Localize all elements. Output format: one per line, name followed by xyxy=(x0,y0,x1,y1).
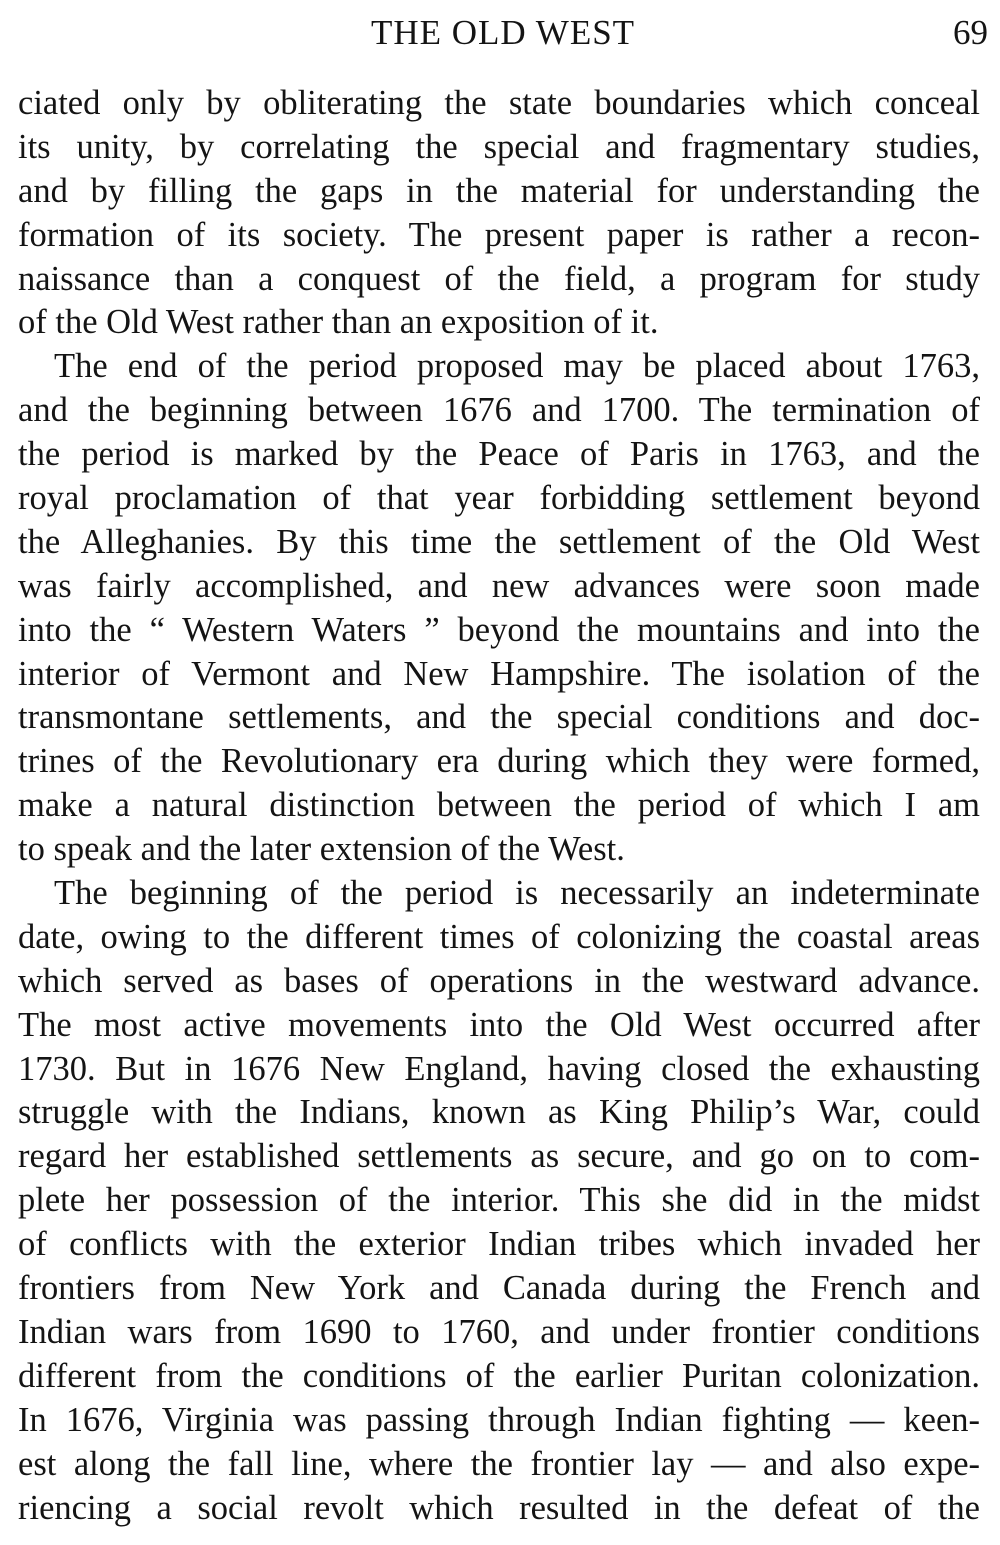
text-line: In 1676, Virginia was passing through Indian fighting — keen- xyxy=(18,1400,980,1439)
page-number: 69 xyxy=(953,13,988,52)
text-line: 1730. But in 1676 New England, having closed the exhausting xyxy=(18,1049,980,1088)
text-line: of conflicts with the exterior Indian tribes which invaded her xyxy=(18,1225,980,1264)
running-title: THE OLD WEST xyxy=(370,13,636,52)
text-line: its unity, by correlating the special and fragmentary studies, xyxy=(18,127,980,166)
text-line: of the Old West rather than an exposition of it. xyxy=(18,303,659,342)
text-line: riencing a social revolt which resulted in the defeat of the xyxy=(18,1488,980,1527)
text-line: which served as bases of operations in the westward advance. xyxy=(18,961,980,1000)
text-line: the period is marked by the Peace of Paris in 1763, and the xyxy=(18,435,980,474)
text-line: The beginning of the period is necessarily an indeterminate xyxy=(54,874,980,913)
text-line: date, owing to the different times of colonizing the coastal areas xyxy=(18,917,980,956)
text-line: transmontane settlements, and the special conditions and doc- xyxy=(18,698,980,737)
text-line: est along the fall line, where the frontier lay — and also expe- xyxy=(18,1444,980,1483)
text-line: The most active movements into the Old West occurred after xyxy=(18,1005,980,1044)
text-line: plete her possession of the interior. This she did in the midst xyxy=(18,1181,980,1220)
paragraph xyxy=(18,872,980,1530)
text-line: different from the conditions of the earlier Puritan colonization. xyxy=(18,1356,980,1395)
text-line: and the beginning between 1676 and 1700. The termination of xyxy=(18,391,980,430)
running-head xyxy=(18,8,988,58)
text-line: ciated only by obliterating the state boundaries which conceal xyxy=(18,84,980,122)
text-line: frontiers from New York and Canada during the French and xyxy=(18,1269,980,1308)
text-line: The end of the period proposed may be placed about 1763, xyxy=(54,347,980,386)
paragraph xyxy=(18,82,980,345)
text-line: formation of its society. The present paper is rather a recon- xyxy=(18,215,980,254)
text-line: trines of the Revolutionary era during which they were formed, xyxy=(18,742,980,781)
text-line: interior of Vermont and New Hampshire. The isolation of the xyxy=(18,654,980,693)
text-line: to speak and the later extension of the West. xyxy=(18,830,625,869)
text-line: struggle with the Indians, known as King Philip’s War, could xyxy=(18,1093,980,1132)
text-line: the Alleghanies. By this time the settlement of the Old West xyxy=(18,522,980,561)
text-line: royal proclamation of that year forbidding settlement beyond xyxy=(18,479,980,518)
text-line: make a natural distinction between the period of which I am xyxy=(18,786,980,825)
paragraph xyxy=(18,345,980,872)
text-line: into the “ Western Waters ” beyond the mountains and into the xyxy=(18,610,980,649)
text-line: naissance than a conquest of the field, a program for study xyxy=(18,259,980,298)
text-line: was fairly accomplished, and new advances were soon made xyxy=(18,566,980,605)
text-line: and by filling the gaps in the material for understanding the xyxy=(18,171,980,210)
text-line: regard her established settlements as secure, and go on to com- xyxy=(18,1137,980,1176)
text-line: Indian wars from 1690 to 1760, and under frontier conditions xyxy=(18,1312,980,1351)
body-text xyxy=(18,82,980,1530)
